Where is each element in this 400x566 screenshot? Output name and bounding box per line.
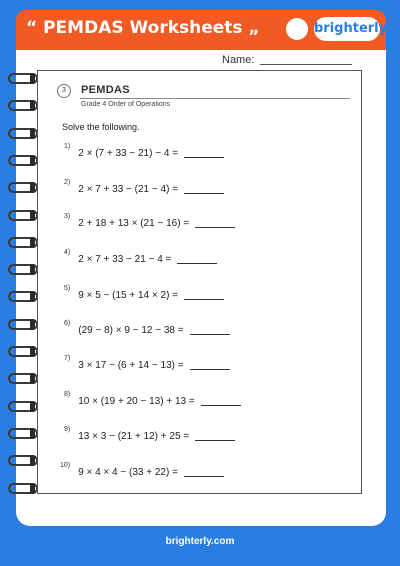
problem-row <box>64 391 241 409</box>
worksheet-number-badge: 3 <box>57 84 71 98</box>
spiral-ring <box>8 73 38 84</box>
answer-blank[interactable] <box>195 218 235 228</box>
worksheet-title: PEMDAS <box>81 84 130 96</box>
spiral-ring <box>8 455 38 466</box>
problem-number: 1) <box>64 143 71 150</box>
problem-expression: 2 × (7 + 33 − 21) − 4 = <box>78 148 179 159</box>
problem-expression: 9 × 5 − (15 + 14 × 2) = <box>78 290 179 301</box>
spiral-ring <box>8 428 38 439</box>
footer-url: brighterly.com <box>165 536 235 547</box>
spiral-ring <box>8 401 38 412</box>
problem-number: 9) <box>64 426 71 433</box>
problem-row <box>64 355 230 373</box>
answer-blank[interactable] <box>177 254 217 264</box>
problem-row <box>60 462 224 480</box>
problem-expression: (29 − 8) × 9 − 12 − 38 = <box>78 325 184 336</box>
answer-blank[interactable] <box>190 325 230 335</box>
spiral-ring <box>8 237 38 248</box>
problem-row <box>64 213 235 231</box>
brand-logo <box>314 17 388 41</box>
problem-expression: 2 × 7 + 33 − (21 − 4) = <box>78 184 179 195</box>
problem-row <box>64 285 224 303</box>
answer-blank[interactable] <box>201 396 241 406</box>
problem-number: 8) <box>64 391 71 398</box>
problem-row <box>64 249 217 267</box>
circle-icon <box>286 18 308 40</box>
header-bar <box>16 10 386 50</box>
answer-blank[interactable] <box>184 467 224 477</box>
spiral-ring <box>8 210 38 221</box>
answer-blank[interactable] <box>184 184 224 194</box>
problem-number: 5) <box>64 285 71 292</box>
spiral-ring <box>8 128 38 139</box>
problem-number: 10) <box>60 462 71 469</box>
spiral-ring <box>8 373 38 384</box>
name-label: Name: <box>222 54 255 66</box>
problem-expression: 9 × 4 × 4 − (33 + 22) = <box>78 467 178 478</box>
problem-row <box>64 143 224 161</box>
answer-blank[interactable] <box>190 360 230 370</box>
problem-number: 2) <box>64 179 71 186</box>
spiral-ring <box>8 319 38 330</box>
spiral-ring <box>8 264 38 275</box>
name-field-line <box>260 64 352 65</box>
title-divider <box>80 98 350 99</box>
answer-blank[interactable] <box>195 431 235 441</box>
spiral-ring <box>8 155 38 166</box>
problem-expression: 3 × 17 − (6 + 14 − 13) = <box>78 360 184 371</box>
page-title: “ PEMDAS Worksheets „ <box>26 18 260 38</box>
answer-blank[interactable] <box>184 148 224 158</box>
problem-row <box>64 179 224 197</box>
worksheet-subtitle: Grade 4 Order of Operations <box>81 101 171 108</box>
problem-row <box>64 426 235 444</box>
answer-blank[interactable] <box>184 290 224 300</box>
problem-row <box>64 320 230 338</box>
problem-expression: 2 + 18 + 13 × (21 − 16) = <box>78 218 190 229</box>
problem-expression: 10 × (19 + 20 − 13) + 13 = <box>78 396 195 407</box>
instruction-text: Solve the following. <box>62 122 140 132</box>
brand-logo-text: brighterly <box>314 21 388 36</box>
problem-expression: 13 × 3 − (21 + 12) + 25 = <box>78 431 190 442</box>
spiral-ring <box>8 291 38 302</box>
problem-number: 3) <box>64 213 71 220</box>
spiral-ring <box>8 483 38 494</box>
problem-expression: 2 × 7 + 33 − 21 − 4 = <box>78 254 172 265</box>
problem-number: 7) <box>64 355 71 362</box>
problem-number: 4) <box>64 249 71 256</box>
spiral-ring <box>8 346 38 357</box>
problem-number: 6) <box>64 320 71 327</box>
spiral-ring <box>8 100 38 111</box>
spiral-ring <box>8 182 38 193</box>
